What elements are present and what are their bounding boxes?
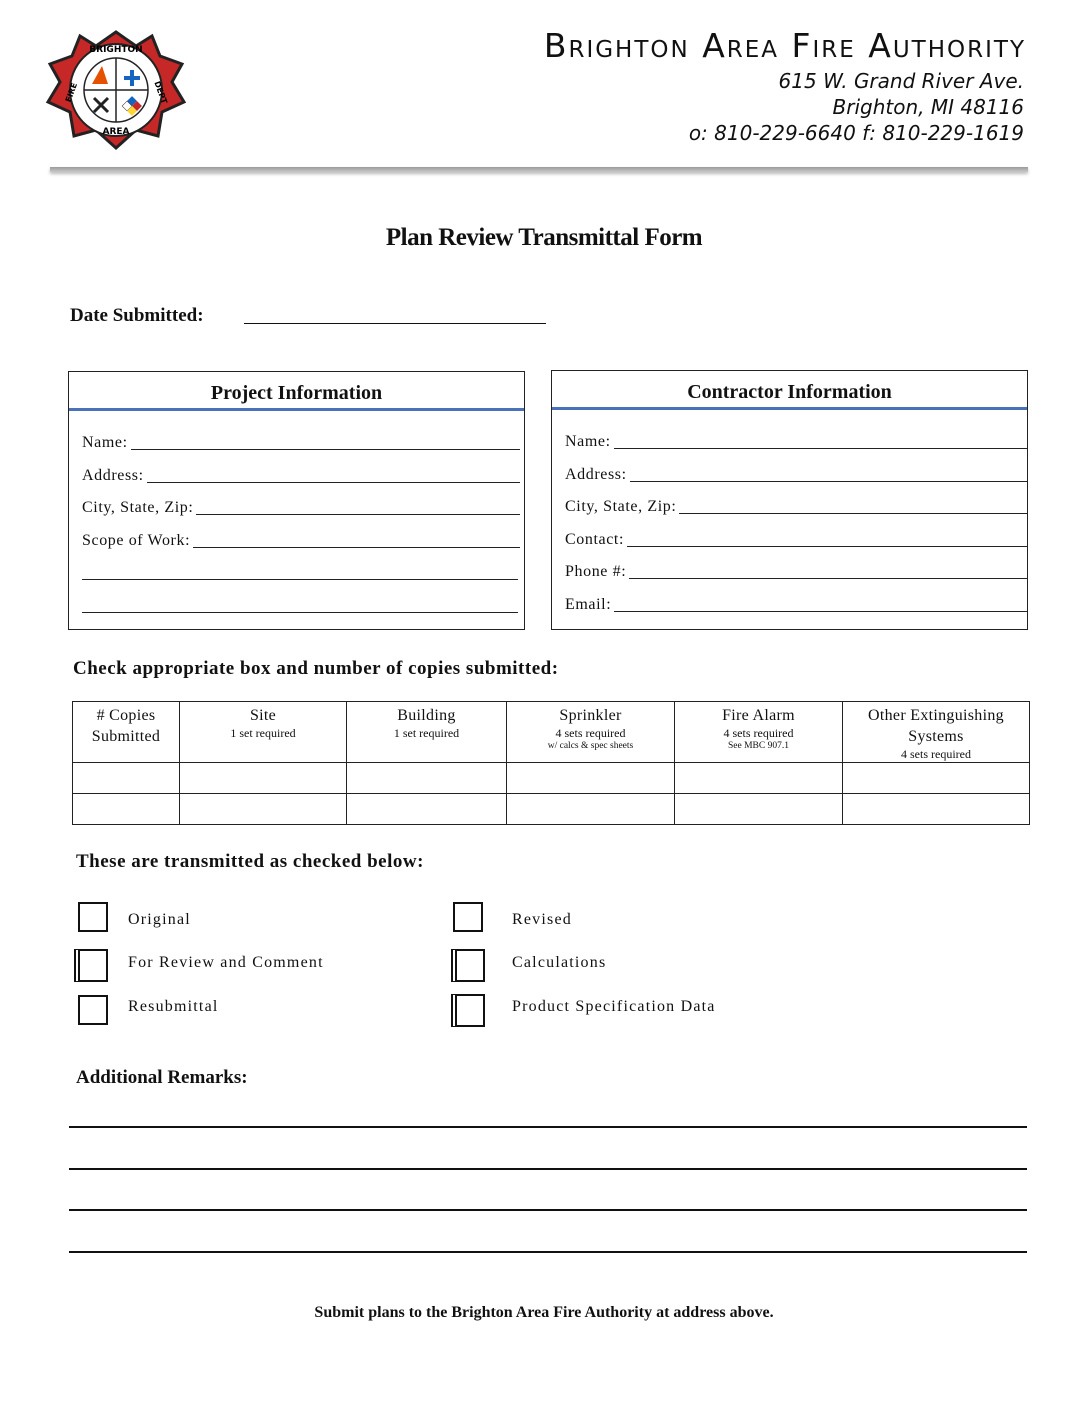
project-name-row <box>82 428 520 452</box>
column-requirement: 4 sets required <box>555 726 626 740</box>
field-label: Contact: <box>565 531 625 548</box>
field-label: Scope of Work: <box>82 532 191 549</box>
field-label: Phone #: <box>565 563 627 580</box>
page-title: Plan Review Transmittal Form <box>385 224 703 251</box>
column-title: Sprinkler <box>559 707 622 724</box>
date-submitted-label: Date Submitted: <box>70 305 204 326</box>
column-title: Site <box>249 707 277 724</box>
contractor-city-field[interactable] <box>679 512 1027 514</box>
table-cell[interactable] <box>675 794 843 825</box>
project-scope-row <box>82 526 520 550</box>
column-header-building <box>347 702 507 763</box>
project-info-box <box>68 371 525 630</box>
contractor-info-title: Contractor Information <box>552 371 1027 410</box>
logo-bottom-text: AREA <box>102 127 130 137</box>
address-line-2: Brighton, MI 48116 <box>832 95 1024 119</box>
column-header-other <box>843 702 1030 763</box>
logo-left-text: FIRE <box>63 81 80 104</box>
table-row <box>73 763 1030 794</box>
contractor-phone-field[interactable] <box>629 577 1027 579</box>
revised-checkbox[interactable] <box>453 902 483 932</box>
contractor-address-field[interactable] <box>630 480 1027 482</box>
phone-line: o: 810-229-6640 f: 810-229-1619 <box>688 121 1024 145</box>
calculations-checkbox[interactable] <box>455 949 485 982</box>
project-info-title: Project Information <box>69 372 524 411</box>
project-address-field[interactable] <box>147 481 520 483</box>
table-row <box>73 794 1030 825</box>
table-cell[interactable] <box>507 794 675 825</box>
project-scope-row-2 <box>82 558 518 582</box>
resubmittal-checkbox[interactable] <box>78 995 108 1025</box>
project-city-row <box>82 493 520 517</box>
calculations-label: Calculations <box>512 954 607 971</box>
product-spec-label: Product Specification Data <box>512 998 716 1015</box>
address-line-1: 615 W. Grand River Ave. <box>778 69 1024 93</box>
date-submitted-field[interactable] <box>244 323 546 324</box>
field-label: City, State, Zip: <box>82 499 194 516</box>
copies-heading: Check appropriate box and number of copies submitted: <box>73 658 559 679</box>
header-divider <box>50 167 1028 172</box>
column-requirement: 1 set required <box>230 726 296 740</box>
logo-top-text: BRIGHTON <box>89 45 143 55</box>
column-requirement: 1 set required <box>393 726 460 740</box>
table-cell[interactable] <box>180 794 347 825</box>
field-label: Address: <box>82 467 144 484</box>
column-header-sprinkler <box>507 702 675 763</box>
product-spec-checkbox[interactable] <box>455 994 485 1027</box>
transmitted-heading: These are transmitted as checked below: <box>76 851 424 872</box>
column-header-fire-alarm <box>675 702 843 763</box>
copies-table <box>72 701 1030 825</box>
original-checkbox[interactable] <box>78 902 108 932</box>
remarks-line[interactable] <box>69 1126 1027 1128</box>
field-label: Email: <box>565 596 612 613</box>
column-title: Fire Alarm <box>722 707 795 724</box>
contractor-contact-row <box>565 525 1027 549</box>
table-header-row <box>73 702 1030 763</box>
column-title: # Copies Submitted <box>91 707 161 745</box>
column-requirement: 4 sets required <box>901 747 971 761</box>
table-cell[interactable] <box>347 794 507 825</box>
field-label: City, State, Zip: <box>565 498 677 515</box>
column-requirement: 4 sets required <box>723 726 794 740</box>
review-comment-label: For Review and Comment <box>128 954 324 971</box>
project-scope-field-3[interactable] <box>82 611 518 613</box>
org-name: Brighton Area Fire Authority <box>543 26 1026 65</box>
contractor-email-field[interactable] <box>614 610 1027 612</box>
column-title: Building <box>397 707 456 724</box>
column-note: See MBC 907.1 <box>728 741 789 751</box>
footer-note: Submit plans to the Brighton Area Fire Authority at address above. <box>314 1304 774 1321</box>
table-cell[interactable] <box>180 763 347 794</box>
table-cell[interactable] <box>675 763 843 794</box>
remarks-heading: Additional Remarks: <box>76 1067 248 1088</box>
table-cell[interactable] <box>347 763 507 794</box>
project-name-field[interactable] <box>131 448 520 450</box>
revised-label: Revised <box>512 911 572 928</box>
column-title: Other Extinguishing Systems <box>868 707 1004 745</box>
contractor-name-field[interactable] <box>614 447 1027 449</box>
resubmittal-label: Resubmittal <box>128 998 219 1015</box>
project-scope-field[interactable] <box>193 546 520 548</box>
remarks-line[interactable] <box>69 1209 1027 1211</box>
maltese-cross-logo-icon <box>42 26 190 154</box>
contractor-contact-field[interactable] <box>627 545 1027 547</box>
field-label: Address: <box>565 466 627 483</box>
original-label: Original <box>128 911 191 928</box>
contractor-name-row <box>565 427 1027 451</box>
field-label: Name: <box>565 433 611 450</box>
contractor-info-box <box>551 370 1028 630</box>
column-header-site <box>180 702 347 763</box>
table-cell[interactable] <box>843 794 1030 825</box>
column-header-copies <box>73 702 180 763</box>
table-cell[interactable] <box>507 763 675 794</box>
remarks-line[interactable] <box>69 1168 1027 1170</box>
table-cell[interactable] <box>73 763 180 794</box>
contractor-city-row <box>565 492 1027 516</box>
column-note: w/ calcs & spec sheets <box>547 741 634 751</box>
field-label: Name: <box>82 434 128 451</box>
contractor-email-row <box>565 590 1027 614</box>
logo-right-text: DEPT <box>152 79 169 106</box>
project-city-field[interactable] <box>196 513 520 515</box>
project-scope-field-2[interactable] <box>82 578 518 580</box>
project-address-row <box>82 461 520 485</box>
project-scope-row-3 <box>82 591 518 615</box>
contractor-address-row <box>565 460 1027 484</box>
table-cell[interactable] <box>843 763 1030 794</box>
table-cell[interactable] <box>73 794 180 825</box>
contractor-phone-row <box>565 557 1027 581</box>
review-comment-checkbox[interactable] <box>78 949 108 982</box>
remarks-line[interactable] <box>69 1251 1027 1253</box>
